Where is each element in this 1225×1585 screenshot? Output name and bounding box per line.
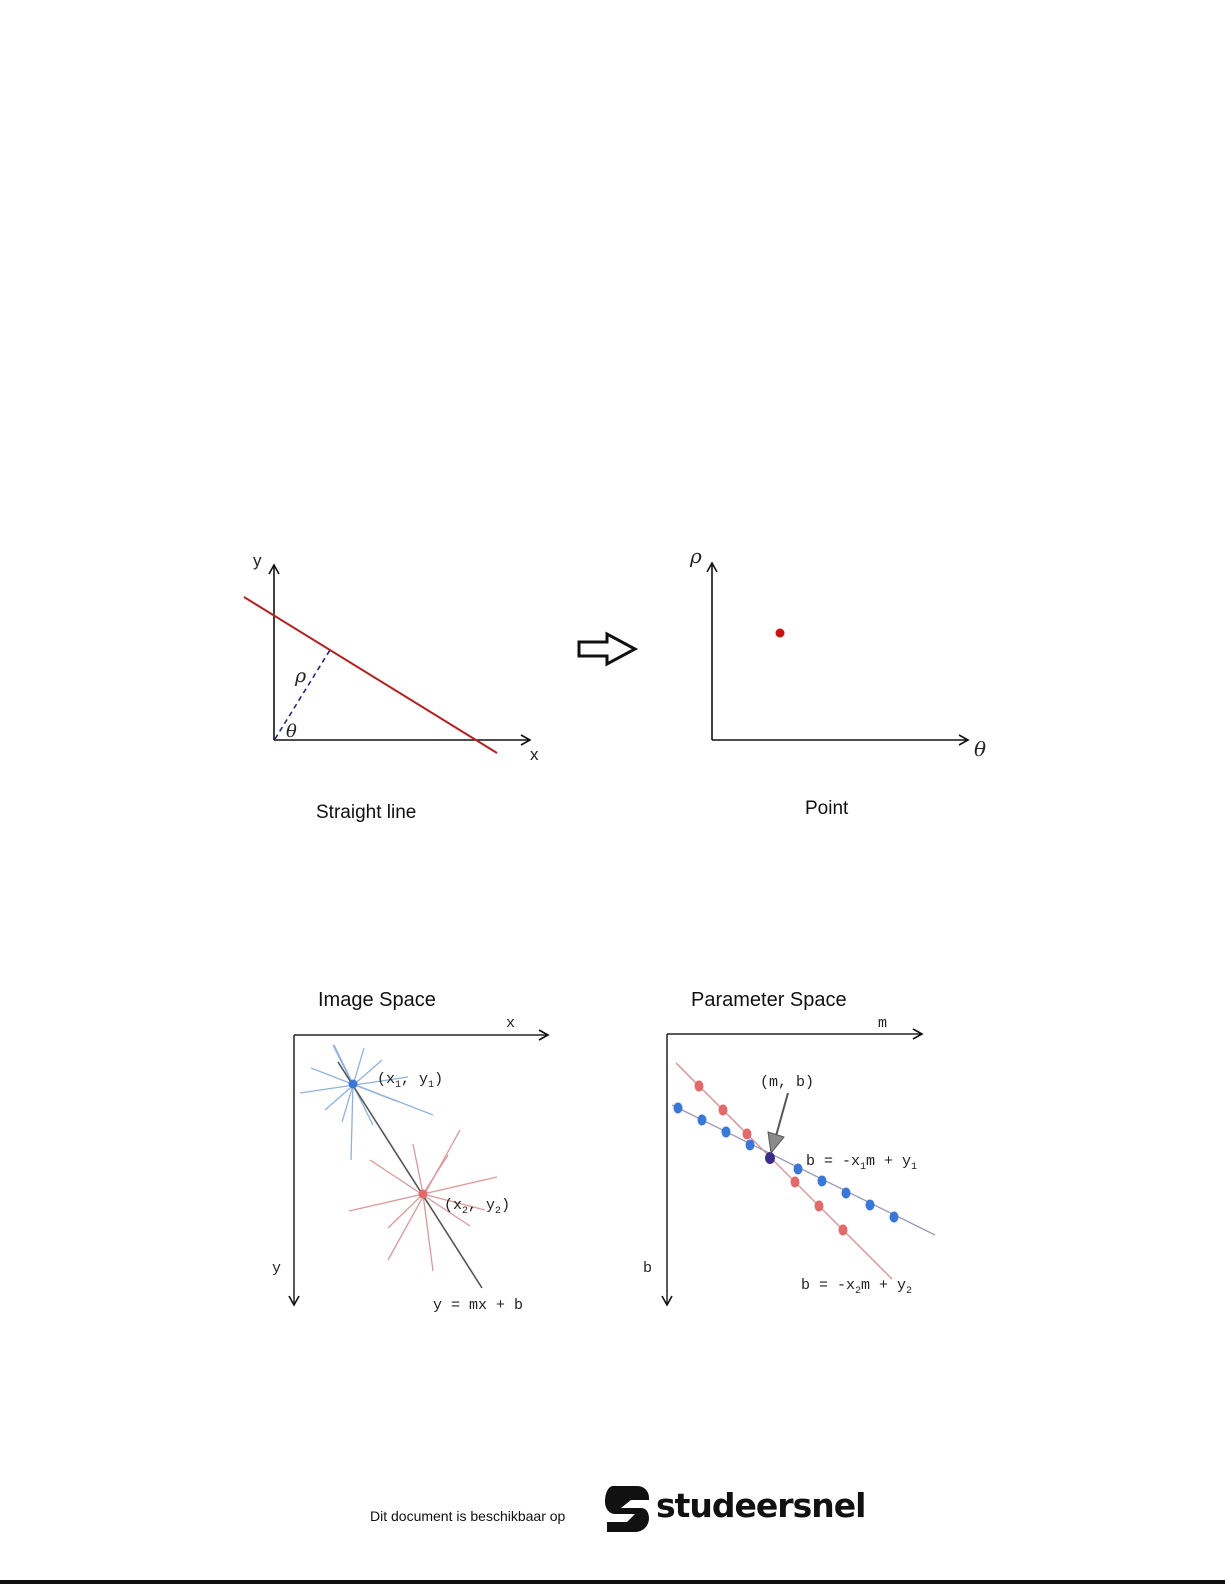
straight-line-diagram <box>244 551 539 823</box>
rho-label: ρ <box>295 665 307 687</box>
theta-axis-label: θ <box>974 737 987 761</box>
y-axis-label: y <box>253 551 262 570</box>
straight-line-caption: Straight line <box>316 802 417 823</box>
intersection-label: (m, b) <box>760 1074 815 1091</box>
rho-dashed-normal <box>275 650 330 739</box>
equation-1-label: $b = -x_1m + y_1$ <box>806 1153 918 1173</box>
b-axis-label: b <box>643 1260 653 1277</box>
image-y-label: y <box>272 1260 282 1277</box>
bottom-rule <box>0 1580 1225 1584</box>
parameter-space-title: Parameter Space <box>691 989 847 1011</box>
image-x-label: x <box>506 1015 516 1032</box>
footer-note: Dit document is beschikbaar op <box>370 1508 566 1524</box>
blue-candidate-lines <box>300 1045 433 1160</box>
studeersnel-logo-icon <box>603 1482 651 1534</box>
hough-point-diagram <box>689 544 986 819</box>
footer <box>0 1478 1225 1538</box>
image-space-diagram <box>272 989 548 1314</box>
theta-label: θ <box>286 721 297 742</box>
intersection-point <box>765 1152 775 1164</box>
rho-axis-label: ρ <box>690 544 702 568</box>
brand-name[interactable]: studeersnel <box>656 1486 866 1525</box>
hollow-right-arrow-icon <box>579 634 635 664</box>
point-caption: Point <box>805 798 849 819</box>
point-1 <box>349 1080 358 1089</box>
hough-point <box>776 629 785 638</box>
point-2 <box>419 1190 428 1199</box>
intersection-pointer-arrow-icon <box>768 1093 788 1153</box>
image-space-title: Image Space <box>318 989 436 1011</box>
x-axis-label: x <box>530 745 539 764</box>
parameter-space-diagram <box>643 989 935 1305</box>
line-equation-label: y = mx + b <box>433 1297 524 1314</box>
m-axis-label: m <box>878 1015 888 1032</box>
red-line <box>244 597 497 753</box>
common-line <box>338 1062 482 1288</box>
equation-2-label: $b = -x_2m + y_2$ <box>801 1277 913 1297</box>
point-2-label: ($x_2$, $y_2$) <box>444 1197 511 1217</box>
point-1-label: ($x_1$, $y_1$) <box>377 1071 444 1091</box>
